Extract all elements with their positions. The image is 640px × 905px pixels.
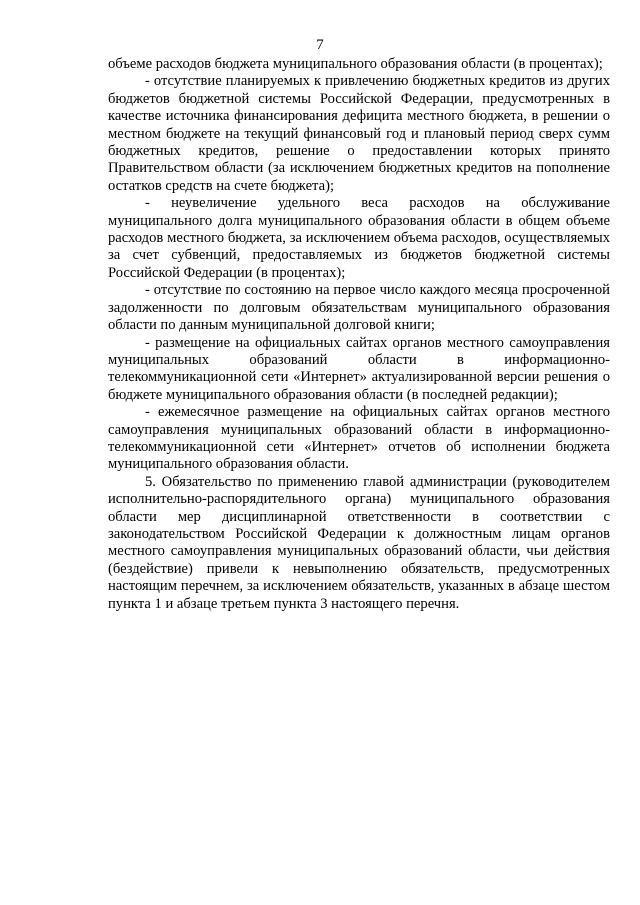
paragraph-monthly-reports: - ежемесячное размещение на официальных сайтах органов местного самоуправления муниципальных образований области в информационно-телекоммуникационной сети «Интернет» отчетов об исполнении бюджета муниципального образования области. [108,404,610,473]
paragraph-disciplinary-measures: 5. Обязательство по применению главой администрации (руководителем исполнительно-распорядительного органа) муниципального образования области мер дисциплинарной ответственности в соответствии с законодательством Российской Федерации к должностным лицам органов местного самоуправления муниципальных образований области, чьи действия (бездействие) привели к невыполнению обязательств, предусмотренных настоящим перечнем, за исключением обязательств, указанных в абзаце шестом пункта 1 и абзаце третьем пункта 3 настоящего перечня. [108,473,610,612]
paragraph-continued-expenses: объеме расходов бюджета муниципального образования области (в процентах); [108,56,603,72]
paragraph-debt-service: - неувеличение удельного веса расходов на обслуживание муниципального долга муниципального образования области в общем объеме расходов местного бюджета, за исключением объема расходов, осуществляемых за счет субвенций, предоставляемых из бюджетов бюджетной системы Российской Федерации (в процентах); [108,195,610,281]
document-body [108,56,610,613]
paragraph-budget-credits: - отсутствие планируемых к привлечению бюджетных кредитов из других бюджетов бюджетной системы Российской Федерации, предусмотренных в качестве источника финансирования дефицита местного бюджета, в решении о местном бюджете на текущий финансовый год и плановый период сверх сумм бюджетных кредитов, решение о предоставлении которых принято Правительством области (за исключением бюджетных кредитов на пополнение остатков средств на счете бюджета); [108,73,610,194]
paragraph-budget-publication: - размещение на официальных сайтах органов местного самоуправления муниципальных образований области в информационно-телекоммуникационной сети «Интернет» актуализированной версии решения о бюджете муниципального образования области (в последней редакции); [108,334,610,403]
paragraph-overdue-debt: - отсутствие по состоянию на первое число каждого месяца просроченной задолженности по долговым обязательствам муниципального образования области по данным муниципальной долговой книги; [108,282,610,334]
page-number: 7 [316,37,324,53]
